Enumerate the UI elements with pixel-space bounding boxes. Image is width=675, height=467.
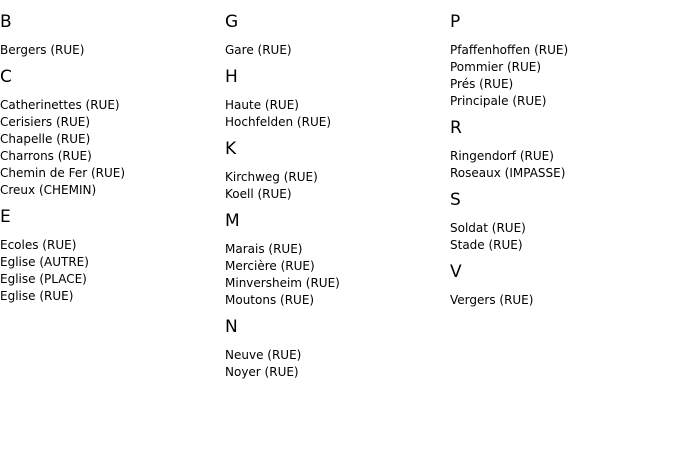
letter-group-n — [225, 317, 445, 381]
letter-heading: B — [0, 12, 12, 32]
street-link[interactable]: Eglise (AUTRE) — [0, 255, 89, 269]
letter-heading: M — [225, 211, 240, 231]
letter-group-m — [225, 211, 445, 309]
letter-group-c — [0, 67, 220, 199]
street-link[interactable]: Koell (RUE) — [225, 187, 292, 201]
letter-group-v — [450, 262, 670, 309]
letter-group-h — [225, 67, 445, 131]
street-link[interactable]: Marais (RUE) — [225, 242, 303, 256]
letter-heading: G — [225, 12, 239, 32]
street-link[interactable]: Roseaux (IMPASSE) — [450, 166, 566, 180]
street-link[interactable]: Moutons (RUE) — [225, 293, 315, 307]
street-link[interactable]: Neuve (RUE) — [225, 348, 302, 362]
letter-group-p — [450, 12, 670, 110]
letter-group-g — [225, 12, 445, 59]
street-link[interactable]: Principale (RUE) — [450, 94, 547, 108]
letter-heading: K — [225, 139, 237, 159]
letter-heading: R — [450, 118, 462, 138]
street-link[interactable]: Mercière (RUE) — [225, 259, 315, 273]
street-link[interactable]: Gare (RUE) — [225, 43, 292, 57]
letter-heading: V — [450, 262, 462, 282]
street-link[interactable]: Ringendorf (RUE) — [450, 149, 554, 163]
street-link[interactable]: Noyer (RUE) — [225, 365, 299, 379]
street-link[interactable]: Hochfelden (RUE) — [225, 115, 331, 129]
letter-heading: N — [225, 317, 238, 337]
street-link[interactable]: Catherinettes (RUE) — [0, 98, 120, 112]
street-index-column-1 — [0, 12, 220, 313]
street-link[interactable]: Haute (RUE) — [225, 98, 299, 112]
street-link[interactable]: Prés (RUE) — [450, 77, 514, 91]
street-index-column-3 — [450, 12, 670, 317]
letter-heading: H — [225, 67, 238, 87]
street-link[interactable]: Eglise (PLACE) — [0, 272, 87, 286]
street-link[interactable]: Chemin de Fer (RUE) — [0, 166, 126, 180]
street-link[interactable]: Eglise (RUE) — [0, 289, 74, 303]
letter-group-e — [0, 207, 220, 305]
street-link[interactable]: Pfaffenhoffen (RUE) — [450, 43, 569, 57]
street-link[interactable]: Pommier (RUE) — [450, 60, 542, 74]
letter-group-s — [450, 190, 670, 254]
letter-heading: P — [450, 12, 461, 32]
street-link[interactable]: Soldat (RUE) — [450, 221, 526, 235]
street-link[interactable]: Charrons (RUE) — [0, 149, 92, 163]
street-link[interactable]: Kirchweg (RUE) — [225, 170, 318, 184]
letter-group-r — [450, 118, 670, 182]
street-link[interactable]: Vergers (RUE) — [450, 293, 534, 307]
street-link[interactable]: Minversheim (RUE) — [225, 276, 340, 290]
letter-heading: C — [0, 67, 12, 87]
letter-group-k — [225, 139, 445, 203]
letter-group-b — [0, 12, 220, 59]
street-link[interactable]: Stade (RUE) — [450, 238, 523, 252]
street-index-column-2 — [225, 12, 445, 389]
letter-heading: E — [0, 207, 11, 227]
street-link[interactable]: Bergers (RUE) — [0, 43, 85, 57]
street-link[interactable]: Chapelle (RUE) — [0, 132, 91, 146]
street-link[interactable]: Ecoles (RUE) — [0, 238, 77, 252]
street-link[interactable]: Creux (CHEMIN) — [0, 183, 97, 197]
street-link[interactable]: Cerisiers (RUE) — [0, 115, 91, 129]
letter-heading: S — [450, 190, 461, 210]
